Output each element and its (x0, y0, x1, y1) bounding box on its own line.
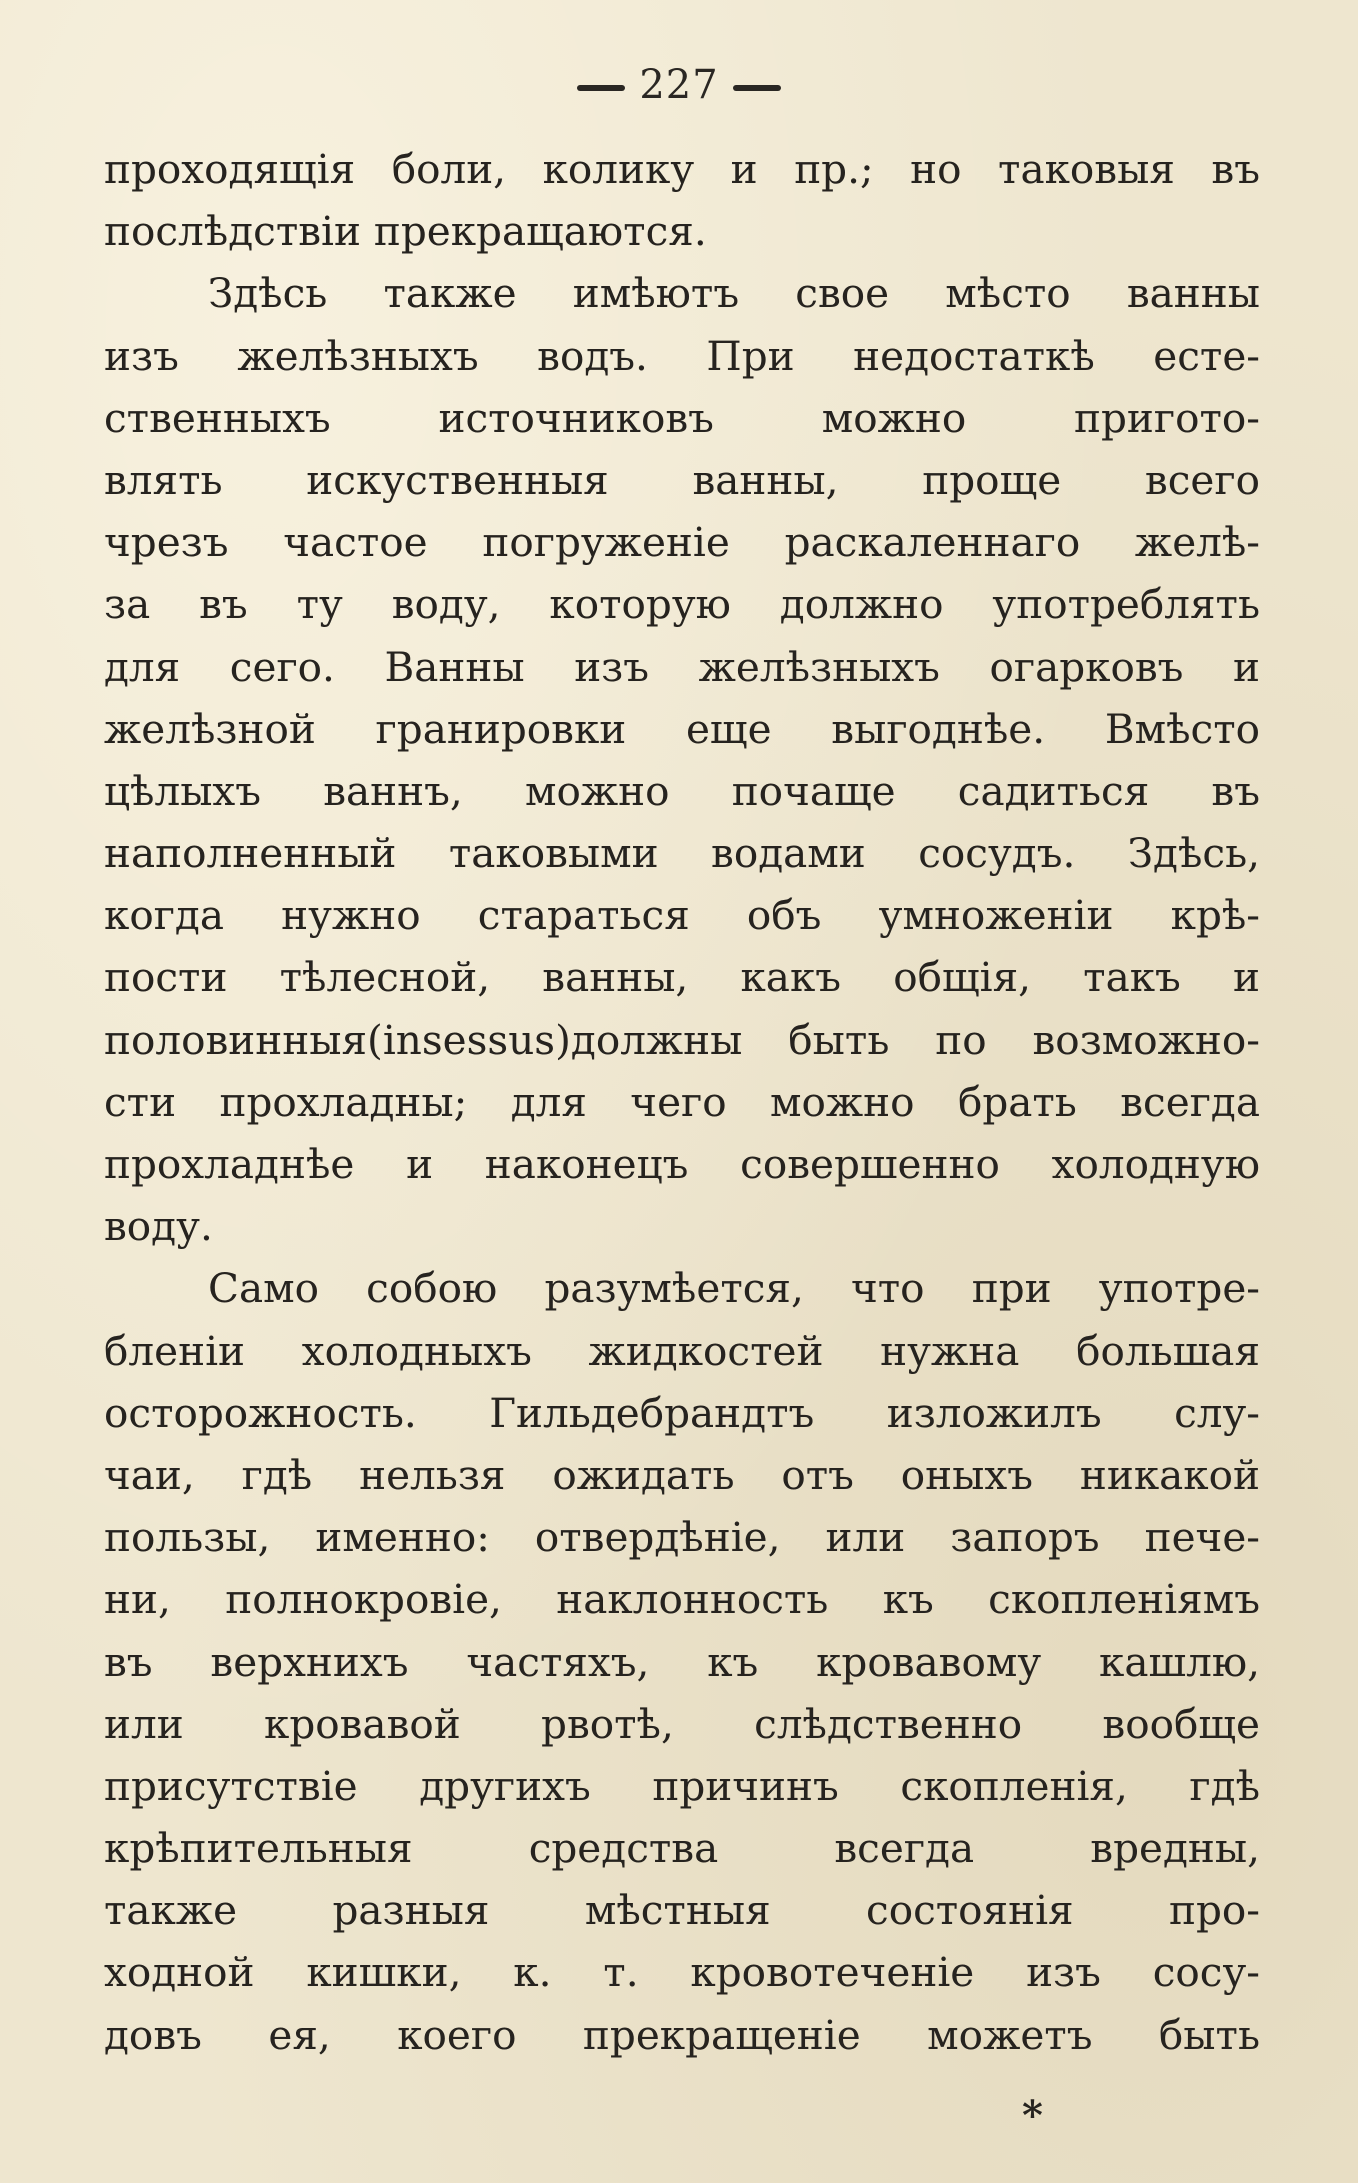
text-line: изъ желѣзныхъ водъ. При недостаткѣ есте- (104, 331, 1260, 380)
text-line: желѣзной гранировки еще выгоднѣе. Вмѣсто (104, 704, 1260, 753)
text-line: также разныя мѣстныя состоянія про- (104, 1886, 1260, 1935)
text-line: влять искуственныя ванны, проще всего (104, 455, 1260, 504)
text-line: когда нужно стараться объ умноженіи крѣ- (104, 891, 1260, 940)
text-line: сти прохладны; для чего можно брать всегда (104, 1077, 1260, 1126)
text-line: воду. (104, 1202, 213, 1251)
page-number-text: 227 (639, 62, 719, 108)
text-line: проходящія боли, колику и пр.; но таковыя въ (104, 145, 1260, 193)
body-text (104, 138, 1260, 2066)
text-line: присутствіе другихъ причинъ скопленія, гдѣ (104, 1761, 1260, 1810)
left-dash (577, 85, 625, 91)
text-line: или кровавой рвотѣ, слѣдственно вообще (104, 1699, 1260, 1748)
text-line: крѣпительныя средства всегда вредны, (104, 1824, 1260, 1873)
text-line: чаи, гдѣ нельзя ожидать отъ оныхъ никакой (104, 1450, 1260, 1499)
text-line: бленіи холодныхъ жидкостей нужна большая (104, 1326, 1260, 1375)
text-line: пользы, именно: отвердѣніе, или запоръ пече- (104, 1513, 1260, 1562)
text-line: ходной кишки, к. т. кровотеченіе изъ сосу- (104, 1948, 1260, 1997)
right-dash (733, 85, 781, 91)
text-line: Само собою разумѣется, что при употре- (208, 1264, 1260, 1313)
text-line: для сего. Ванны изъ желѣзныхъ огарковъ и (104, 642, 1260, 691)
signature-mark: * (1022, 2092, 1043, 2139)
text-line: прохладнѣе и наконецъ совершенно холодную (104, 1140, 1260, 1188)
text-line: въ верхнихъ частяхъ, къ кровавому кашлю, (104, 1637, 1260, 1686)
text-line: чрезъ частое погруженіе раскаленнаго желѣ- (104, 518, 1260, 567)
text-line: осторожность. Гильдебрандтъ изложилъ слу- (104, 1388, 1260, 1437)
text-line: ственныхъ источниковъ можно пригото- (104, 393, 1260, 442)
text-line: послѣдствіи прекращаются. (104, 207, 707, 256)
text-line: наполненный таковыми водами сосудъ. Здѣсь, (104, 829, 1260, 878)
text-line: Здѣсь также имѣютъ свое мѣсто ванны (208, 269, 1260, 318)
text-line: за въ ту воду, которую должно употреблять (104, 580, 1260, 629)
text-line: пости тѣлесной, ванны, какъ общія, такъ и (104, 953, 1260, 1002)
page-number (0, 62, 1358, 108)
text-line: ни, полнокровіе, наклонность къ скопленіямъ (104, 1575, 1260, 1624)
text-line: довъ ея, коего прекращеніе можетъ быть (104, 2010, 1260, 2059)
text-line: половинныя(insessus)должны быть по возможно- (104, 1015, 1260, 1064)
text-line: цѣлыхъ ваннъ, можно почаще садиться въ (104, 766, 1260, 815)
